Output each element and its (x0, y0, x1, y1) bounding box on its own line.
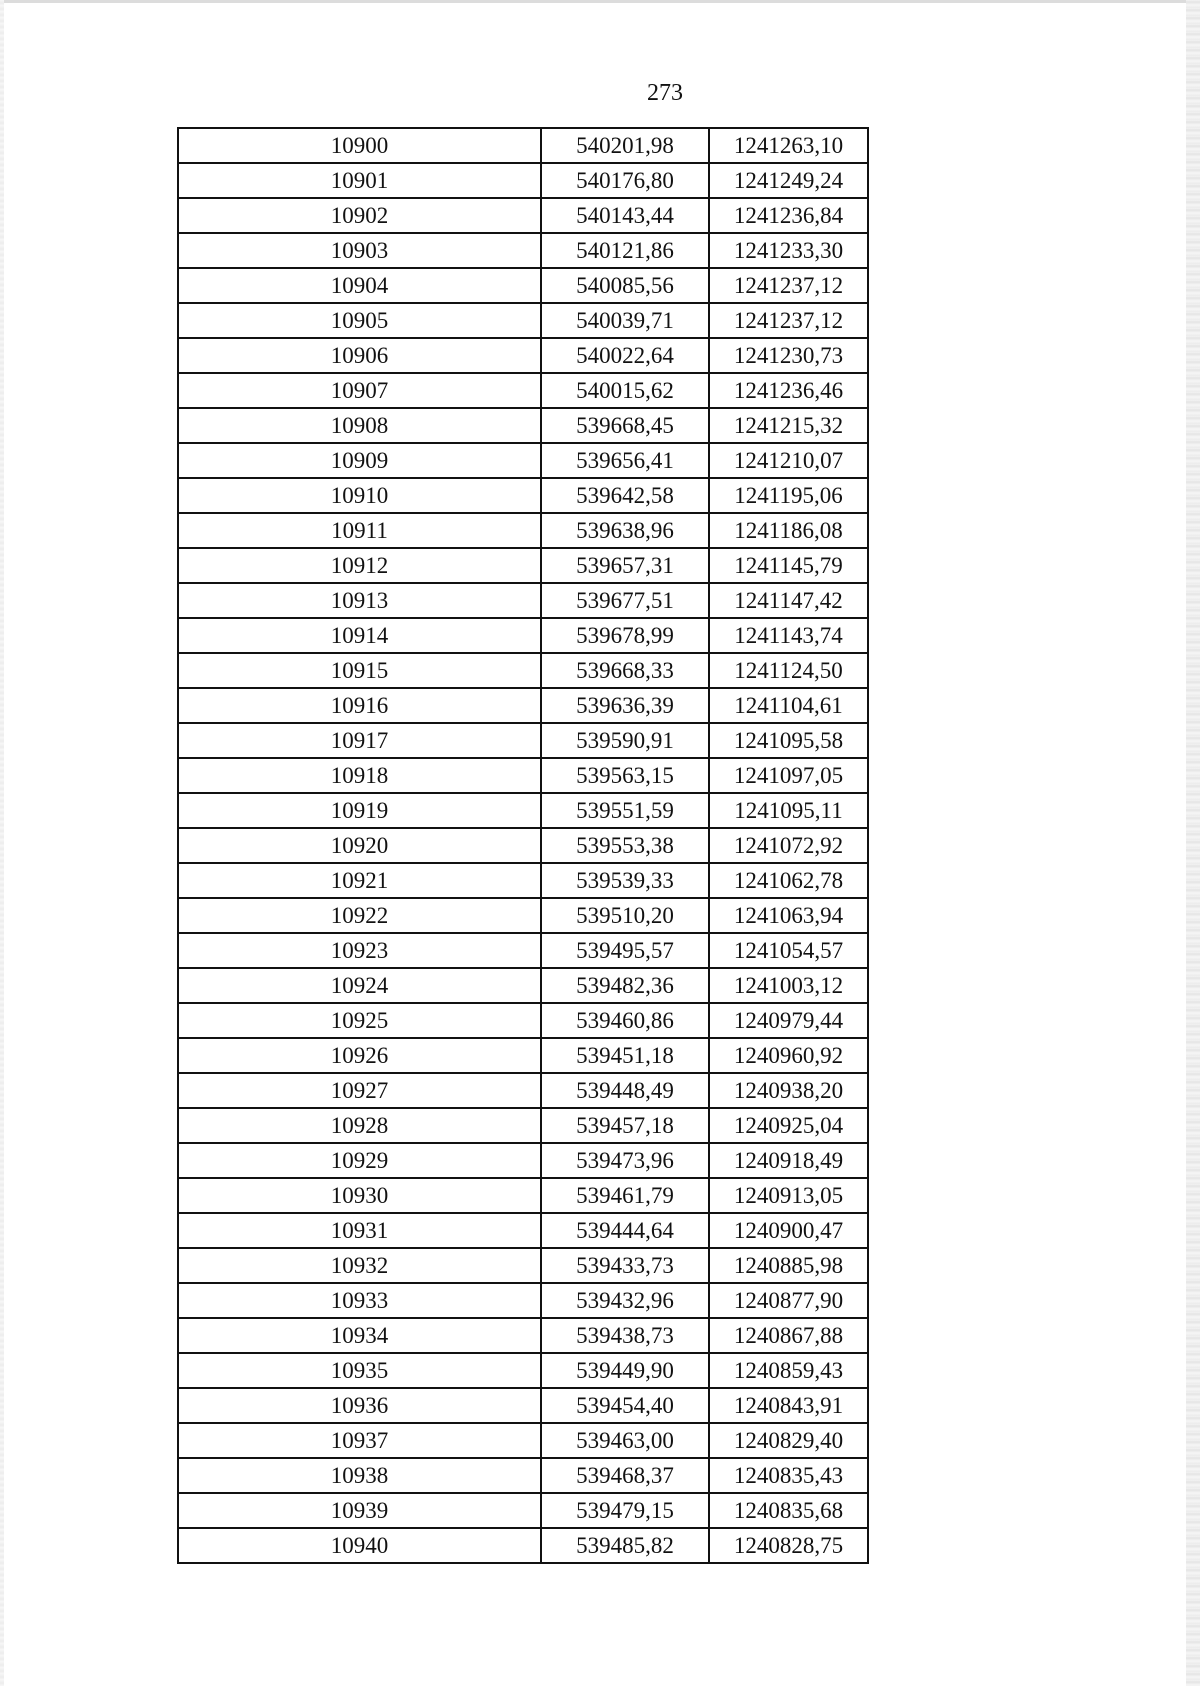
x-coordinate-cell: 540143,44 (541, 198, 709, 233)
y-coordinate-cell: 1241095,58 (709, 723, 868, 758)
y-coordinate-cell: 1241124,50 (709, 653, 868, 688)
table-row (178, 478, 868, 513)
x-coordinate-cell: 539444,64 (541, 1213, 709, 1248)
x-coordinate-cell: 539553,38 (541, 828, 709, 863)
y-coordinate-cell: 1241186,08 (709, 513, 868, 548)
x-coordinate-cell: 540201,98 (541, 128, 709, 163)
table-row (178, 548, 868, 583)
point-number-cell: 10902 (178, 198, 541, 233)
x-coordinate-cell: 539454,40 (541, 1388, 709, 1423)
table-row (178, 583, 868, 618)
point-number-cell: 10931 (178, 1213, 541, 1248)
table-row (178, 1108, 868, 1143)
table-row (178, 163, 868, 198)
point-number-cell: 10900 (178, 128, 541, 163)
table-row (178, 1003, 868, 1038)
table-row (178, 898, 868, 933)
scan-edge-top (0, 0, 1200, 3)
x-coordinate-cell: 539678,99 (541, 618, 709, 653)
coordinates-table-body (178, 128, 868, 1563)
y-coordinate-cell: 1241233,30 (709, 233, 868, 268)
x-coordinate-cell: 539485,82 (541, 1528, 709, 1563)
point-number-cell: 10916 (178, 688, 541, 723)
x-coordinate-cell: 539448,49 (541, 1073, 709, 1108)
point-number-cell: 10936 (178, 1388, 541, 1423)
scan-edge-right (1186, 0, 1200, 1686)
table-row (178, 303, 868, 338)
point-number-cell: 10909 (178, 443, 541, 478)
point-number-cell: 10918 (178, 758, 541, 793)
point-number-cell: 10915 (178, 653, 541, 688)
table-row (178, 1213, 868, 1248)
x-coordinate-cell: 539668,33 (541, 653, 709, 688)
table-row (178, 1318, 868, 1353)
table-row (178, 233, 868, 268)
point-number-cell: 10905 (178, 303, 541, 338)
y-coordinate-cell: 1241104,61 (709, 688, 868, 723)
page-number: 273 (647, 80, 683, 106)
x-coordinate-cell: 540085,56 (541, 268, 709, 303)
x-coordinate-cell: 540176,80 (541, 163, 709, 198)
point-number-cell: 10933 (178, 1283, 541, 1318)
point-number-cell: 10920 (178, 828, 541, 863)
point-number-cell: 10938 (178, 1458, 541, 1493)
point-number-cell: 10901 (178, 163, 541, 198)
point-number-cell: 10914 (178, 618, 541, 653)
x-coordinate-cell: 539590,91 (541, 723, 709, 758)
x-coordinate-cell: 539638,96 (541, 513, 709, 548)
y-coordinate-cell: 1241236,84 (709, 198, 868, 233)
y-coordinate-cell: 1240859,43 (709, 1353, 868, 1388)
table-row (178, 443, 868, 478)
x-coordinate-cell: 539657,31 (541, 548, 709, 583)
x-coordinate-cell: 540015,62 (541, 373, 709, 408)
y-coordinate-cell: 1241062,78 (709, 863, 868, 898)
point-number-cell: 10923 (178, 933, 541, 968)
x-coordinate-cell: 539668,45 (541, 408, 709, 443)
y-coordinate-cell: 1240925,04 (709, 1108, 868, 1143)
x-coordinate-cell: 539677,51 (541, 583, 709, 618)
y-coordinate-cell: 1241215,32 (709, 408, 868, 443)
y-coordinate-cell: 1240938,20 (709, 1073, 868, 1108)
table-row (178, 688, 868, 723)
x-coordinate-cell: 540039,71 (541, 303, 709, 338)
table-row (178, 1178, 868, 1213)
point-number-cell: 10917 (178, 723, 541, 758)
y-coordinate-cell: 1240835,43 (709, 1458, 868, 1493)
table-row (178, 933, 868, 968)
point-number-cell: 10910 (178, 478, 541, 513)
x-coordinate-cell: 539432,96 (541, 1283, 709, 1318)
x-coordinate-cell: 539468,37 (541, 1458, 709, 1493)
y-coordinate-cell: 1241072,92 (709, 828, 868, 863)
x-coordinate-cell: 540121,86 (541, 233, 709, 268)
point-number-cell: 10903 (178, 233, 541, 268)
y-coordinate-cell: 1241143,74 (709, 618, 868, 653)
y-coordinate-cell: 1241210,07 (709, 443, 868, 478)
point-number-cell: 10934 (178, 1318, 541, 1353)
table-row (178, 758, 868, 793)
x-coordinate-cell: 539438,73 (541, 1318, 709, 1353)
table-row (178, 1073, 868, 1108)
table-row (178, 1458, 868, 1493)
y-coordinate-cell: 1241097,05 (709, 758, 868, 793)
scan-edge-left (0, 0, 4, 1686)
table-row (178, 128, 868, 163)
table-row (178, 653, 868, 688)
y-coordinate-cell: 1240877,90 (709, 1283, 868, 1318)
table-row (178, 1038, 868, 1073)
y-coordinate-cell: 1240918,49 (709, 1143, 868, 1178)
point-number-cell: 10906 (178, 338, 541, 373)
x-coordinate-cell: 539461,79 (541, 1178, 709, 1213)
table-row (178, 408, 868, 443)
table-row (178, 968, 868, 1003)
table-row (178, 863, 868, 898)
point-number-cell: 10928 (178, 1108, 541, 1143)
x-coordinate-cell: 539642,58 (541, 478, 709, 513)
y-coordinate-cell: 1241237,12 (709, 268, 868, 303)
x-coordinate-cell: 539473,96 (541, 1143, 709, 1178)
x-coordinate-cell: 539563,15 (541, 758, 709, 793)
point-number-cell: 10930 (178, 1178, 541, 1213)
point-number-cell: 10927 (178, 1073, 541, 1108)
x-coordinate-cell: 539433,73 (541, 1248, 709, 1283)
y-coordinate-cell: 1241249,24 (709, 163, 868, 198)
x-coordinate-cell: 539482,36 (541, 968, 709, 1003)
y-coordinate-cell: 1240979,44 (709, 1003, 868, 1038)
y-coordinate-cell: 1241063,94 (709, 898, 868, 933)
coordinates-table (177, 127, 869, 1564)
y-coordinate-cell: 1241195,06 (709, 478, 868, 513)
table-row (178, 1353, 868, 1388)
point-number-cell: 10907 (178, 373, 541, 408)
table-row (178, 793, 868, 828)
point-number-cell: 10908 (178, 408, 541, 443)
x-coordinate-cell: 539460,86 (541, 1003, 709, 1038)
x-coordinate-cell: 539656,41 (541, 443, 709, 478)
y-coordinate-cell: 1241054,57 (709, 933, 868, 968)
point-number-cell: 10921 (178, 863, 541, 898)
x-coordinate-cell: 540022,64 (541, 338, 709, 373)
x-coordinate-cell: 539479,15 (541, 1493, 709, 1528)
x-coordinate-cell: 539636,39 (541, 688, 709, 723)
table-row (178, 1528, 868, 1563)
y-coordinate-cell: 1241095,11 (709, 793, 868, 828)
x-coordinate-cell: 539449,90 (541, 1353, 709, 1388)
point-number-cell: 10925 (178, 1003, 541, 1038)
y-coordinate-cell: 1241237,12 (709, 303, 868, 338)
x-coordinate-cell: 539495,57 (541, 933, 709, 968)
y-coordinate-cell: 1240843,91 (709, 1388, 868, 1423)
x-coordinate-cell: 539451,18 (541, 1038, 709, 1073)
y-coordinate-cell: 1240828,75 (709, 1528, 868, 1563)
y-coordinate-cell: 1241145,79 (709, 548, 868, 583)
y-coordinate-cell: 1241263,10 (709, 128, 868, 163)
table-row (178, 198, 868, 233)
table-row (178, 1493, 868, 1528)
table-row (178, 1248, 868, 1283)
x-coordinate-cell: 539463,00 (541, 1423, 709, 1458)
x-coordinate-cell: 539551,59 (541, 793, 709, 828)
x-coordinate-cell: 539510,20 (541, 898, 709, 933)
y-coordinate-cell: 1240913,05 (709, 1178, 868, 1213)
point-number-cell: 10904 (178, 268, 541, 303)
point-number-cell: 10913 (178, 583, 541, 618)
y-coordinate-cell: 1241147,42 (709, 583, 868, 618)
x-coordinate-cell: 539539,33 (541, 863, 709, 898)
y-coordinate-cell: 1240867,88 (709, 1318, 868, 1353)
table-row (178, 373, 868, 408)
y-coordinate-cell: 1240960,92 (709, 1038, 868, 1073)
y-coordinate-cell: 1240900,47 (709, 1213, 868, 1248)
point-number-cell: 10929 (178, 1143, 541, 1178)
y-coordinate-cell: 1240829,40 (709, 1423, 868, 1458)
table-row (178, 1388, 868, 1423)
table-row (178, 513, 868, 548)
table-row (178, 828, 868, 863)
table-row (178, 338, 868, 373)
table-row (178, 1283, 868, 1318)
point-number-cell: 10939 (178, 1493, 541, 1528)
point-number-cell: 10926 (178, 1038, 541, 1073)
point-number-cell: 10935 (178, 1353, 541, 1388)
y-coordinate-cell: 1240835,68 (709, 1493, 868, 1528)
y-coordinate-cell: 1241003,12 (709, 968, 868, 1003)
table-row (178, 1143, 868, 1178)
point-number-cell: 10932 (178, 1248, 541, 1283)
point-number-cell: 10919 (178, 793, 541, 828)
y-coordinate-cell: 1241236,46 (709, 373, 868, 408)
table-row (178, 268, 868, 303)
table-row (178, 1423, 868, 1458)
point-number-cell: 10911 (178, 513, 541, 548)
point-number-cell: 10922 (178, 898, 541, 933)
point-number-cell: 10940 (178, 1528, 541, 1563)
point-number-cell: 10912 (178, 548, 541, 583)
y-coordinate-cell: 1241230,73 (709, 338, 868, 373)
y-coordinate-cell: 1240885,98 (709, 1248, 868, 1283)
point-number-cell: 10937 (178, 1423, 541, 1458)
table-row (178, 618, 868, 653)
table-row (178, 723, 868, 758)
x-coordinate-cell: 539457,18 (541, 1108, 709, 1143)
point-number-cell: 10924 (178, 968, 541, 1003)
